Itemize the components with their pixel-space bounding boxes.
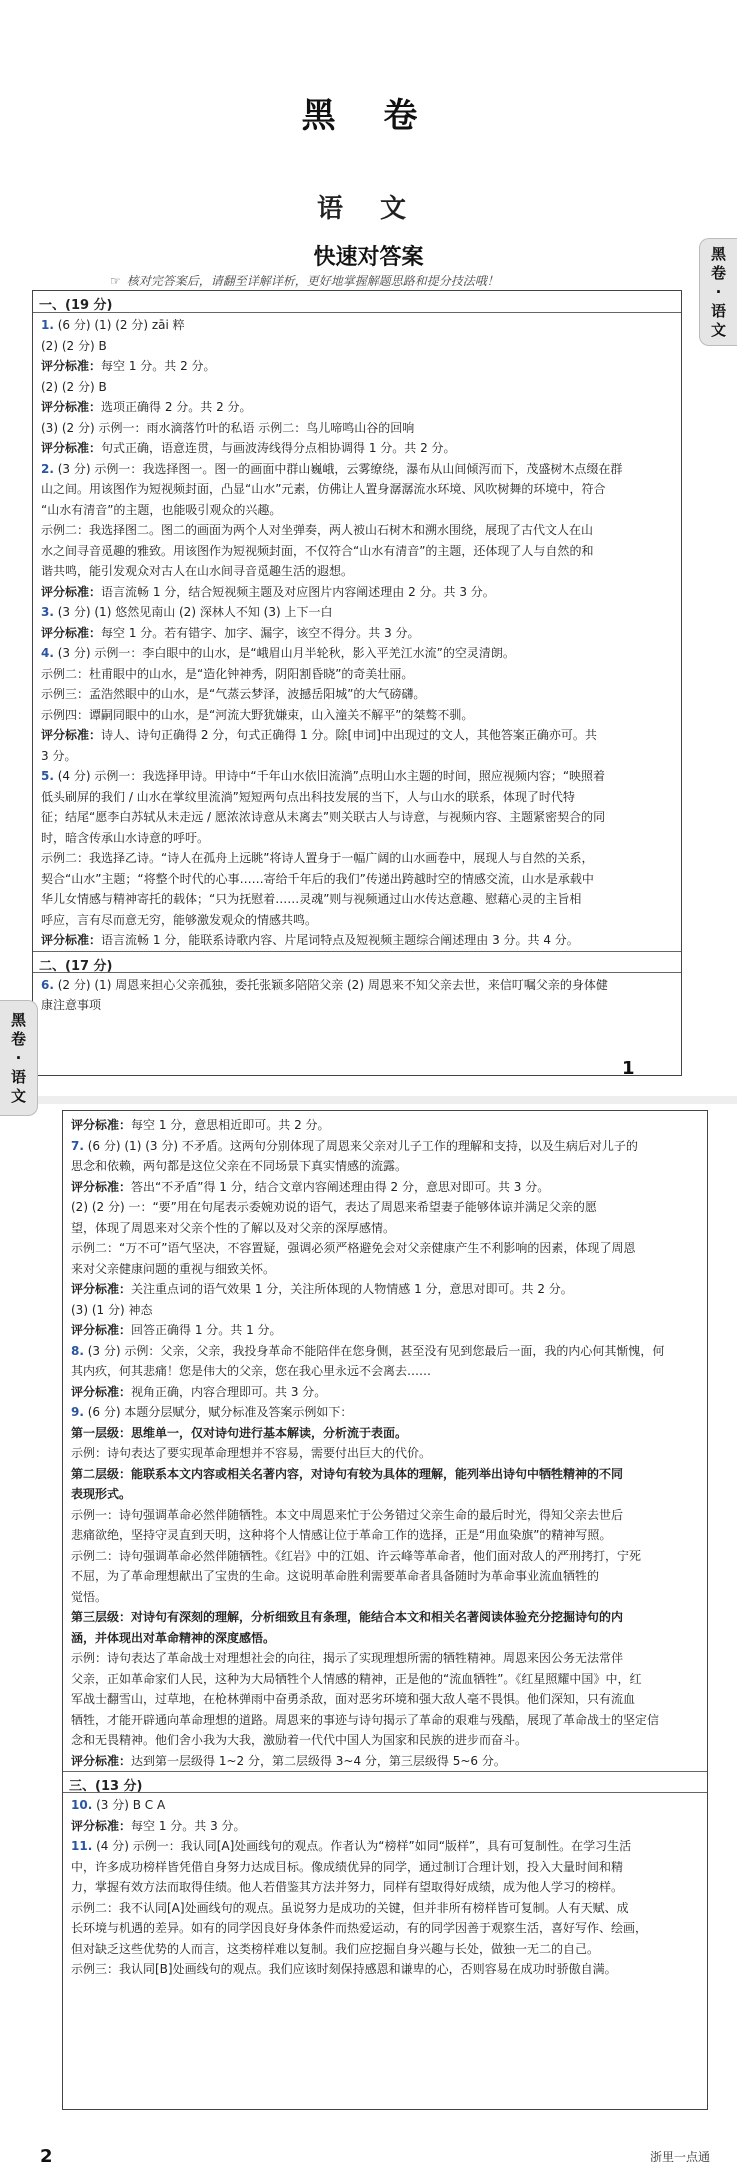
answer-line (71, 1484, 699, 1505)
answer-box (62, 1110, 708, 2110)
answer-text: 不屈，为了革命理想献出了宝贵的生命。这说明革命胜利需要革命者具备随时为革命事业流血牺牲的 (71, 1569, 600, 1583)
answer-line (41, 479, 673, 500)
question-number: 10. (71, 1798, 93, 1812)
side-tab-char: 卷 (10, 1029, 26, 1048)
answer-text: (6 分) (1) (2 分) zāi 粹 (57, 318, 185, 332)
answer-line (71, 1402, 699, 1423)
answer-text: (3) (2 分) 示例一：雨水滴落竹叶的私语 示例二：鸟儿啼鸣山谷的回响 (41, 420, 415, 435)
question-number: 3. (41, 605, 54, 619)
answer-text: 每空 1 分。共 3 分。 (131, 1818, 246, 1833)
answer-text: 表现形式。 (71, 1487, 132, 1501)
footer-brand (650, 2148, 710, 2165)
side-tab-char: 黑 (710, 244, 726, 263)
answer-text: 视角正确，内容合理即可。共 3 分。 (131, 1384, 327, 1399)
answer-line (41, 910, 673, 931)
answer-text: 语言流畅 1 分，结合短视频主题及对应图片内容阐述理由 2 分。共 3 分。 (101, 584, 495, 599)
question-number: 8. (71, 1343, 84, 1358)
answer-text: 康注意事项 (41, 998, 102, 1012)
answer-line (71, 1730, 699, 1751)
scoring-label: 评分标准： (71, 1118, 132, 1132)
answer-text: (2 分) (1) 周恩来担心父亲孤独，委托张颖多陪陪父亲 (2) 周恩来不知父亲去世，来信叮嘱父亲的身体健 (57, 977, 608, 992)
answer-line (41, 438, 673, 459)
answer-line (71, 1607, 699, 1628)
scoring-label: 评分标准： (41, 359, 102, 373)
answer-text: 低头刷屏的我们 / 山水在掌纹里流淌”短短两句点出科技发展的当下，人与山水的联系，体现了时代特 (41, 789, 575, 804)
answer-line (41, 336, 673, 357)
answer-text: 谐共鸣，能引发观众对古人在山水间寻音觅趣生活的遐想。 (41, 564, 354, 578)
answer-line (71, 1816, 699, 1837)
answer-line (41, 500, 673, 521)
answer-lines (63, 1111, 707, 1771)
answer-text: 山之间。用该图作为短视频封面，凸显“山水”元素，仿佛让人置身潺潺流水环境、风吹树舞的环境中，符合 (41, 482, 606, 496)
answer-text: 契合“山水”主题；“将整个时代的心事……寄给千年后的我们”传递出跨越时空的情感交流，山水是承载中 (41, 871, 594, 886)
answer-text: 示例三：我认同[B]处画线句的观点。我们应该时刻保持感恩和谦卑的心，否则容易在成功时骄傲自满。 (71, 1962, 617, 1976)
answer-text: 涵，并体现出对革命精神的深度感悟。 (71, 1630, 276, 1645)
answer-text: 达到第一层级得 1~2 分，第二层级得 3~4 分，第三层级得 5~6 分。 (131, 1753, 506, 1768)
answer-line (41, 315, 673, 336)
answer-text: 示例二：“万不可”语气坚决，不容置疑，强调必须严格避免会对父亲健康产生不利影响的因素，体现了周恩 (71, 1241, 636, 1255)
section-heading: 一、(19 分) (33, 291, 681, 313)
answer-text: 第一层级：思维单一，仅对诗句进行基本解读，分析流于表面。 (71, 1425, 408, 1440)
answer-line (41, 664, 673, 685)
subject-title: 语 文 (316, 194, 421, 224)
page-number: 1 (622, 1058, 635, 1079)
answer-line (71, 1361, 699, 1382)
answer-line (41, 377, 673, 398)
answer-line (71, 1197, 699, 1218)
answer-text: 中，许多成功榜样皆凭借自身努力达成目标。像成绩优异的同学，通过制订合理计划，投入大量时间和精 (71, 1859, 624, 1874)
scoring-label: 评分标准： (71, 1323, 132, 1337)
answer-line (71, 1587, 699, 1608)
side-tab (699, 238, 737, 346)
scoring-label: 评分标准： (41, 400, 102, 414)
answer-line (41, 705, 673, 726)
answer-text: 望，体现了周恩来对父亲个性的了解以及对父亲的深厚感情。 (71, 1220, 396, 1235)
answer-line (41, 930, 673, 951)
answer-text: 来对父亲健康问题的重视与细致关怀。 (71, 1261, 276, 1276)
answer-line (71, 1857, 699, 1878)
main-title: 黑 卷 (301, 96, 436, 136)
question-number: 7. (71, 1138, 84, 1153)
question-number: 6. (41, 977, 54, 992)
answer-text: 每空 1 分。若有错字、加字、漏字，该空不得分。共 3 分。 (101, 625, 420, 640)
answer-lines (33, 973, 681, 1016)
answer-line (41, 746, 673, 767)
answer-text: (3) (1 分) 神态 (71, 1302, 153, 1317)
answer-line (41, 766, 673, 787)
answer-line (71, 1300, 699, 1321)
answer-line (71, 1320, 699, 1341)
answer-line (71, 1177, 699, 1198)
answer-text: 悲痛欲绝，坚持守灵直到天明，这种将个人情感让位于革命工作的选择，正是“用血染旗”的精神写照。 (71, 1528, 612, 1542)
question-number: 9. (71, 1405, 84, 1419)
answer-text: 呼应，言有尽而意无穷，能够激发观众的情感共鸣。 (41, 912, 318, 927)
answer-text: 念和无畏精神。他们舍小我为大我，激励着一代代中国人为国家和民族的进步而奋斗。 (71, 1733, 528, 1747)
side-tab-char: 语 (710, 301, 726, 320)
answer-line (41, 828, 673, 849)
answer-line (71, 1136, 699, 1157)
answer-line (71, 1918, 699, 1939)
side-tab-char: 卷 (710, 263, 726, 282)
answer-text: 长环境与机遇的差异。如有的同学因良好身体条件而热爱运动，有的同学因善于观察生活，喜好写作、绘画， (71, 1921, 648, 1935)
answer-lines (33, 313, 681, 951)
answer-text: 示例：诗句表达了革命战士对理想社会的向往，揭示了实现理想所需的牺牲精神。周恩来因公务无法常伴 (71, 1651, 624, 1665)
answer-line (71, 1669, 699, 1690)
answer-text: 第三层级：对诗句有深刻的理解，分析细致且有条理，能结合本文和相关名著阅读体验充分挖掘诗句的内 (71, 1610, 624, 1624)
answer-text: 关注重点词的语气效果 1 分，关注所体现的人物情感 1 分，意思对即可。共 2 分。 (131, 1282, 573, 1296)
answer-text: 华儿女情感与精神寄托的载体；“只为抚慰着……灵魂”则与视频通过山水传达意趣、慰藉心灵的主旨相 (41, 892, 582, 906)
answer-text: 示例一：诗句强调革命必然伴随牺牲。本文中周恩来忙于公务错过父亲生命的最后时光，得知父亲去世后 (71, 1507, 624, 1522)
answer-line (71, 1279, 699, 1300)
answer-line (71, 1546, 699, 1567)
answer-text: 觉悟。 (71, 1589, 108, 1604)
answer-text: 示例二：诗句强调革命必然伴随牺牲。《红岩》中的江姐、许云峰等革命者，他们面对敌人的严刑拷打，宁死 (71, 1548, 642, 1563)
answer-text: (3 分) (1) 悠然见南山 (2) 深林人不知 (3) 上下一白 (57, 605, 333, 619)
answer-line (41, 541, 673, 562)
answer-text: (4 分) 示例一：我选择甲诗。甲诗中“千年山水依旧流淌”点明山水主题的时间，照应视频内容；“映照着 (57, 769, 606, 783)
answer-line (71, 1382, 699, 1403)
answer-line (71, 1238, 699, 1259)
answer-line (41, 787, 673, 808)
scoring-label: 评分标准： (41, 625, 102, 640)
scoring-label: 评分标准： (71, 1179, 132, 1194)
answer-text: 示例二：杜甫眼中的山水，是“造化钟神秀，阴阳割昏晓”的奇美壮丽。 (41, 666, 414, 681)
answer-text: 示例二：我选择图二。图二的画面为两个人对坐弹奏，两人被山石树木和溯水围绕，展现了古代文人在山 (41, 523, 594, 537)
scoring-label: 评分标准： (41, 441, 102, 455)
answer-line (41, 848, 673, 869)
answer-text: 诗人、诗句正确得 2 分，句式正确得 1 分。除[申词]中出现过的文人，其他答案正确亦可。共 (101, 728, 597, 742)
answer-line (41, 869, 673, 890)
answer-text: (6 分) 本题分层赋分，赋分标准及答案示例如下： (87, 1405, 353, 1419)
answer-text: (3 分) 示例一：我选择图一。图一的画面中群山巍峨，云雾缭绕，瀑布从山间倾泻而下，茂盛树木点缀在群 (57, 461, 623, 476)
answer-line (41, 725, 673, 746)
answer-text: 示例二：我不认同[A]处画线句的观点。虽说努力是成功的关键，但并非所有榜样皆可复制。人有天赋、成 (71, 1900, 629, 1915)
answers-title: 快速对答案 (313, 245, 424, 270)
answer-text: 语言流畅 1 分，能联系诗歌内容、片尾词特点及短视频主题综合阐述理由 3 分。共 4 分。 (101, 933, 579, 947)
answer-text: 思念和依赖，两句都是这位父亲在不同场景下真实情感的流露。 (71, 1159, 408, 1173)
side-tab-char: · (15, 1048, 22, 1067)
answer-text: 牺牲，才能开辟通向革命理想的道路。周恩来的事迹与诗句揭示了革命的艰难与残酷，展现了革命战士的坚定信 (71, 1712, 660, 1727)
answer-line (41, 520, 673, 541)
answer-line (41, 397, 673, 418)
answer-line (41, 582, 673, 603)
answer-line (71, 1710, 699, 1731)
answer-line (41, 684, 673, 705)
answer-line (71, 1156, 699, 1177)
answer-line (71, 1836, 699, 1857)
side-tab-char: 黑 (10, 1010, 26, 1029)
question-number: 4. (41, 646, 54, 660)
answer-line (71, 1648, 699, 1669)
answer-line (71, 1341, 699, 1362)
answer-line (71, 1689, 699, 1710)
answer-line (71, 1959, 699, 1980)
answer-text: 3 分。 (41, 748, 77, 763)
question-number: 2. (41, 461, 54, 476)
answer-line (71, 1443, 699, 1464)
answer-text: (3 分) 示例：父亲，父亲，我投身革命不能陪伴在您身侧，甚至没有见到您最后一面，我的内心何其惭愧，何 (87, 1343, 665, 1358)
question-number: 1. (41, 318, 54, 332)
answer-box (32, 290, 682, 1076)
section-heading: 三、(13 分) (63, 1771, 707, 1793)
answer-text: 水之间寻音觅趣的雅致。用该图作为短视频封面，不仅符合“山水有清音”的主题，还体现了人与自然的和 (41, 543, 594, 558)
answer-line (71, 1464, 699, 1485)
answer-text: 示例四：谭嗣同眼中的山水，是“河流大野犹嫌束，山入潼关不解平”的桀骜不驯。 (41, 707, 474, 722)
answer-text: (2) (2 分) 一：“要”用在句尾表示委婉劝说的语气，表达了周恩来希望妻子能够体谅并满足父亲的愿 (71, 1200, 597, 1214)
answer-line (71, 1115, 699, 1136)
answer-line (71, 1939, 699, 1960)
scoring-label: 评分标准： (71, 1384, 132, 1399)
answer-text: 征；结尾“愿李白苏轼从未走远 / 愿浓浓诗意从未离去”则关联古人与诗意，与视频内容、主题紧密契合的同 (41, 810, 606, 824)
scoring-label: 评分标准： (71, 1753, 132, 1768)
side-tab-char: 语 (10, 1067, 26, 1086)
answer-line (41, 807, 673, 828)
answer-line (71, 1525, 699, 1546)
hand-pointer-icon: ☞ (110, 273, 121, 288)
answer-text: 示例：诗句表达了要实现革命理想并不容易，需要付出巨大的代价。 (71, 1446, 432, 1460)
answer-text: 示例三：孟浩然眼中的山水，是“气蒸云梦泽，波撼岳阳城”的大气磅礴。 (41, 687, 426, 701)
answer-line (71, 1218, 699, 1239)
section-heading: 二、(17 分) (33, 951, 681, 973)
answer-line (41, 418, 673, 439)
answer-text: (4 分) 示例一：我认同[A]处画线句的观点。作者认为“榜样”如同“版样”，具有可复制性。在学习生活 (96, 1839, 632, 1853)
answer-line (41, 602, 673, 623)
answer-text: 其内疚，何其悲痛！您是伟大的父亲，您在我心里永远不会离去…… (71, 1364, 432, 1378)
answer-text: 力，掌握有效方法而取得佳绩。他人若借鉴其方法并努力，同样有望取得好成绩，成为他人学习的榜样。 (71, 1880, 624, 1894)
answer-line (71, 1628, 699, 1649)
scoring-label: 评分标准： (41, 933, 102, 947)
answer-line (41, 459, 673, 480)
answer-line (71, 1505, 699, 1526)
answer-text: 句式正确，语意连贯，与画波涛线得分点相协调得 1 分。共 2 分。 (101, 441, 456, 455)
answer-line (41, 889, 673, 910)
answer-line (71, 1259, 699, 1280)
answer-line (41, 561, 673, 582)
answer-line (71, 1566, 699, 1587)
answer-text: (6 分) (1) (3 分) 不矛盾。这两句分别体现了周恩来父亲对儿子工作的理解和支持，以及生病后对儿子的 (87, 1138, 638, 1153)
answer-text: (2) (2 分) B (41, 338, 107, 353)
question-number: 11. (71, 1839, 93, 1853)
answer-line (71, 1423, 699, 1444)
tip-text: 核对完答案后，请翻至详解详析，更好地掌握解题思路和提分技法哦！ (126, 274, 499, 288)
scoring-label: 评分标准： (41, 584, 102, 599)
answer-lines (63, 1793, 707, 1980)
side-tab (0, 1000, 38, 1116)
answer-line (71, 1795, 699, 1816)
answer-text: (3 分) 示例一：李白眼中的山水，是“峨眉山月半轮秋，影入平羌江水流”的空灵清朗。 (57, 646, 515, 660)
answer-text: “山水有清音”的主题，也能吸引观众的兴趣。 (41, 502, 282, 517)
scoring-label: 评分标准： (71, 1818, 132, 1833)
answer-text: 选项正确得 2 分。共 2 分。 (101, 400, 252, 414)
answer-text: 回答正确得 1 分。共 1 分。 (131, 1323, 282, 1337)
side-tab-char: · (715, 282, 722, 301)
answer-text: 父亲，正如革命家们人民，这种为大局牺牲个人情感的精神，正是他的“流血牺牲”。《红星照耀中国》中，红 (71, 1671, 642, 1686)
answer-line (71, 1877, 699, 1898)
answer-line (41, 623, 673, 644)
answer-line (71, 1751, 699, 1772)
question-number: 5. (41, 769, 54, 783)
answer-line (41, 995, 673, 1016)
side-tab-char: 文 (10, 1086, 26, 1105)
footer-brand-text: 浙里一点通 (650, 2150, 711, 2164)
answer-text: 答出“不矛盾”得 1 分，结合文章内容阐述理由得 2 分，意思对即可。共 3 分。 (131, 1179, 550, 1194)
answer-text: 每空 1 分。共 2 分。 (101, 359, 216, 373)
answer-text: 每空 1 分，意思相近即可。共 2 分。 (131, 1118, 330, 1132)
answer-text: 第二层级：能联系本文内容或相关名著内容，对诗句有较为具体的理解，能列举出诗句中牺牲精神的不同 (71, 1466, 624, 1481)
page-number: 2 (40, 2146, 53, 2167)
side-tab-char: 文 (710, 320, 726, 339)
answer-text: 军战士翻雪山，过草地，在枪林弹雨中奋勇杀敌，面对恶劣环境和强大敌人毫不畏惧。他们深知，只有流血 (71, 1692, 636, 1706)
answer-line (41, 356, 673, 377)
answer-text: 但对缺乏这些优势的人而言，这类榜样难以复制。我们应挖掘自身兴趣与长处，做独一无二的自己。 (71, 1941, 600, 1956)
answer-text: (2) (2 分) B (41, 379, 107, 394)
scoring-label: 评分标准： (41, 728, 102, 742)
page-2 (0, 1096, 737, 2174)
tip-line (110, 272, 630, 289)
scoring-label: 评分标准： (71, 1282, 132, 1296)
answer-line (41, 975, 673, 996)
answer-line (71, 1898, 699, 1919)
answer-text: 示例二：我选择乙诗。“诗人在孤舟上远眺”将诗人置身于一幅广阔的山水画卷中，展现人与自然的关系， (41, 851, 594, 865)
answer-text: (3 分) B C A (96, 1798, 166, 1812)
answer-line (41, 643, 673, 664)
answer-text: 时，暗含传承山水诗意的呼吁。 (41, 830, 210, 845)
